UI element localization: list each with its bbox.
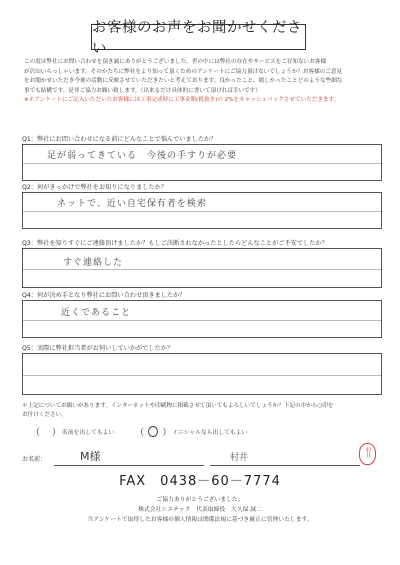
question-3 — [22, 240, 382, 288]
thanks-text: ご協力ありがとうございました。 — [156, 497, 244, 503]
question-label: Q1：弊社にお問い合わせになる前にどんなことで悩んでいましたか？ — [22, 136, 217, 143]
publish-permission-question — [22, 402, 382, 419]
intro-line: が沢山いらっしゃいます。そのかたちに弊社をより知って頂くためのアンケートにご協力頂けないでしょうか？お客様のご意見 — [24, 68, 343, 75]
fax-number: FAX 0438－60－7774 — [119, 474, 281, 489]
privacy-note: 当アンケートで取得したお客様の個人情報は関係法規に基づき厳正に管理いたします。 — [87, 517, 313, 523]
answer-box-1[interactable] — [22, 144, 382, 181]
handwritten-answer: 近くであること — [61, 308, 132, 318]
publish-question-line: ＊上記についてお願いがあります。インターネットや印刷物に掲載させて頂いてもよろしいでしょうか？下記の中から○印を — [22, 403, 334, 409]
publish-choices — [30, 425, 247, 438]
intro-line: をお聞かせいただき今後の活動に反映させていただきたいと考えております。良かったこと、嬉しかったことどのような些細な — [24, 78, 343, 85]
handwritten-answer: ネットで、近い自宅保有者を検索 — [57, 199, 207, 209]
choice-label: イニシャルなら出してもよい — [172, 430, 248, 436]
circle-mark-icon — [148, 426, 158, 437]
answer-box-3[interactable] — [22, 248, 382, 288]
choice-initial-ok[interactable]: （ ） イニシャルなら出してもよい — [135, 428, 248, 438]
choice-name-ok[interactable]: （ ） 名前を出してもよい — [31, 428, 115, 438]
question-1 — [22, 136, 382, 181]
answer-box-5[interactable] — [22, 353, 382, 395]
intro-line: この度は弊社にお問い合わせを頂き誠にありがとうございました。世の中には弊社の存在やサービスをご存知ないお客様 — [24, 59, 327, 65]
answer-box-2[interactable] — [22, 192, 382, 229]
question-label: Q2：何がきっかけで弊社をお知りになりましたか？ — [22, 184, 167, 191]
signature-field[interactable]: 村井 — [210, 450, 360, 466]
handwritten-answer: 足が弱ってきている 今後の手すりが必要 — [47, 151, 238, 161]
handwritten-answer: すぐ連絡した — [63, 258, 124, 268]
question-5 — [22, 345, 382, 395]
intro-text — [24, 58, 380, 106]
company-info: 株式会社シエテック 代表取締役 大久保 誠二 — [138, 507, 262, 513]
question-label: Q3：弊社を知りすぐにご連絡頂けましたか？もしご決断されなかったとしたらどんなことがご不安でしたか？ — [22, 240, 328, 247]
page-title: お客様のお声をお聞かせください — [91, 24, 306, 50]
seal-stamp-icon — [359, 443, 376, 465]
question-label: Q5：実際に弊社担当者がお伺いしていかがでしたか？ — [22, 345, 174, 352]
question-label: Q4：何が決め手となり弊社にお問い合わせ頂きましたか？ — [22, 292, 186, 299]
intro-line: 事でも結構です。是非ご協力お願い致します。（出来るだけ具体的に書いて頂ければ幸いです） — [24, 87, 261, 94]
cashback-note: ※ホアンケートにご記入いただいたお客様には工事完成時に工事金額(税抜き)の 2%をキャッシュバックさせていただきます。 — [24, 97, 340, 104]
name-row — [22, 447, 382, 466]
name-field[interactable]: M様 — [54, 448, 204, 466]
publish-question-line: お付けください。 — [22, 411, 67, 418]
name-label: お名前： — [22, 456, 47, 463]
choice-label: 名前を出してもよい — [62, 430, 115, 436]
answer-box-4[interactable] — [22, 300, 382, 338]
question-4 — [22, 292, 382, 338]
question-2 — [22, 184, 382, 229]
seal-text: 村井 — [364, 447, 371, 458]
